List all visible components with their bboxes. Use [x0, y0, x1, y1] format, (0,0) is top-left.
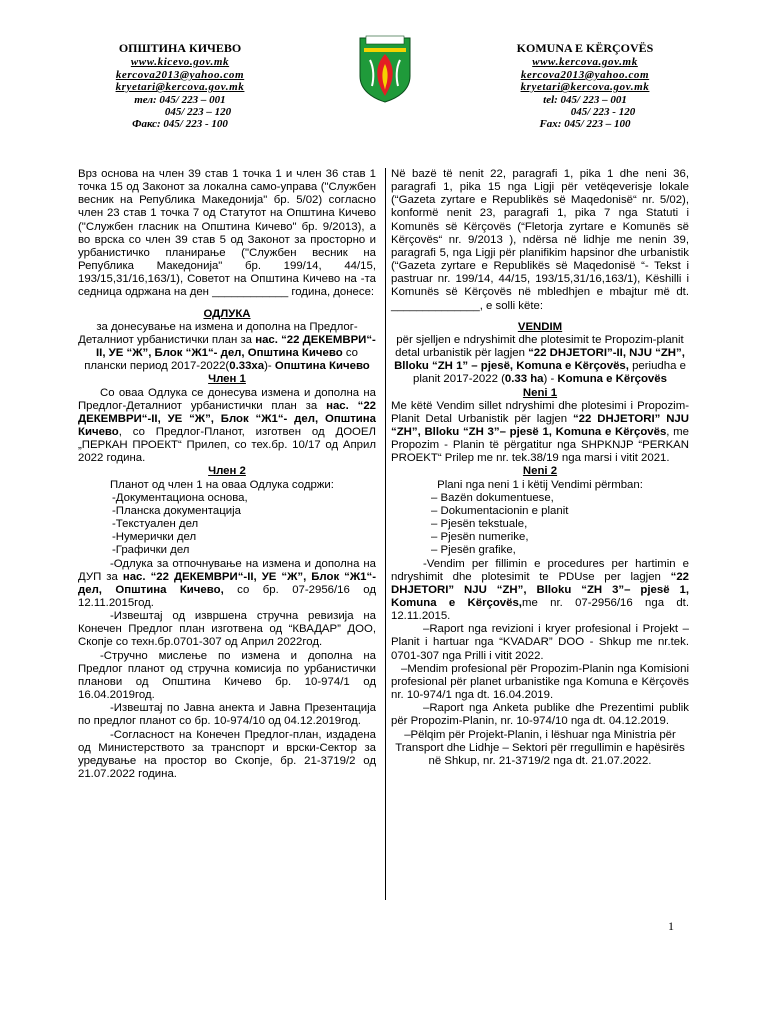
- paragraph: -Vendim per fillimin e procedures per hartimin e ndryshimit dhe plotesimit te PDUse per lagjen “22 DHJETORI” NJU “ZH”, Blloku “ZH 3”– pjesë 1, Komuna e Kërçovës,me nr. 07-2956/16 nga dt. 12.11.2015.: [391, 557, 690, 623]
- article-1-text: Со оваа Одлука се донесува измена и дополна на Предлог-Деталниот урбанистички план за нас. “22 ДЕКЕМВРИ“-II, УЕ “Ж”, Блок “Ж1“- дел, Општина Кичево, со Предлог-Планот, изготвен од ДООЕЛ „ПЕРКАН ПРОЕКТ“ Прилеп, со тех.бр. 10/17 од Април 2022 година.: [78, 386, 376, 465]
- email-link-mk[interactable]: kercova2013@yahoo.com: [115, 68, 245, 81]
- article-1-text: Me këtë Vendim sillet ndryshimi dhe plotesimi i Propozim-Planit Detal Urbanistik për lagjen “22 DHJETORI” NJU “ZH”, Blloku “ZH 3”– pjesë 1, Komuna e Kërçovës, me Propozim - Planin të përgatitur nga SHPKNJP “PERKAN PROEKT“ Prilep me nr. tek.38/19 nga marsi i vitit 2021.: [391, 399, 689, 465]
- fax-sq: Fax: 045/ 223 – 100: [539, 118, 631, 131]
- preamble: Në bazë të nenit 22, paragrafi 1, pika 1 dhe neni 36, paragrafi 1, pika 15 nga Ligji për vetëqeverisje lokale (“Gazeta zyrtare e Republikës së Maqedonisë“ nr. 5/02), konformë nenit 23, paragrafi 1, pika 7 nga Statuti i Komunës së Kërçovës (“Fletorja zyrtare e Komunës së Kërçovës“ nr. 9/2013 ), ndërsa në lidhje me nenin 39, paragrafi 5, nga Ligji për planifikim hapsinor dhe urbanistik (“Gazeta zyrtare e Republikës së Maqedonisë “- Tekst i pastruar nr. 199/14, 44/15, 193/15,31/16,163/1), Këshilli i Komunës së Kërçovës në mbledhjen e mbajtur më dt. ______________, e solli këte:: [391, 168, 689, 312]
- article-2-intro: Plani nga neni 1 i këtij Vendimi përmban:: [437, 478, 643, 491]
- article-2-title: Neni 2: [522, 465, 558, 478]
- list-item: -Графички дел: [112, 544, 190, 557]
- decision-title: VENDIM: [517, 320, 563, 333]
- list-item: – Pjesën numerike,: [431, 531, 529, 544]
- paragraph: -Одлука за отпочнување на измена и дополна на ДУП за нас. “22 ДЕКЕМВРИ“-II, УЕ “Ж”, Блок “Ж1“- дел, Општина Кичево, со бр. 07-2956/16 од 12.11.2015год.: [78, 557, 376, 609]
- header-left: [80, 42, 280, 131]
- paragraph: –Pëlqim për Projekt-Planin, i lëshuar nga Ministria për Transport dhe Lidhje – Sektori për rregullimin e hapësirës në Shkup, nr. 21-3719/2 nga dt. 21.07.2022.: [395, 728, 685, 767]
- decision-title: ОДЛУКА: [203, 307, 251, 320]
- phone-mk: тел: 045/ 223 – 001: [134, 93, 226, 106]
- header-right: [480, 42, 690, 131]
- municipality-title-sq: KOMUNA E KËRÇOVËS: [516, 41, 654, 55]
- paragraph: -Извештај од извршена стручна ревизија на Конечен Предлог план изготвена од “КВАДАР” ДОО, Скопје со техн.бр.0701-307 од Април 2022год.: [78, 610, 376, 649]
- municipality-crest-icon: [358, 34, 412, 104]
- paragraph: –Raport nga revizioni i kryer profesional i Projekt – Planit i hartuar nga “KVADAR” DOO - Shkup me nr.tek. 0701-307 nga Prilli i vitit 2022.: [391, 623, 689, 662]
- list-item: – Bazën dokumentuese,: [431, 491, 554, 504]
- phone2-mk: 045/ 223 – 120: [164, 106, 232, 119]
- list-item: -Нумерички дел: [112, 531, 197, 544]
- list-item: – Pjesën grafike,: [431, 544, 516, 557]
- column-macedonian: [78, 168, 376, 781]
- email-mayor-link-sq[interactable]: kryetari@kercova.gov.mk: [520, 81, 650, 94]
- website-link-mk[interactable]: www.kicevo.gov.mk: [130, 56, 230, 69]
- fax-mk: Факс: 045/ 223 - 100: [132, 118, 228, 131]
- article-1-title: Neni 1: [522, 386, 558, 399]
- list-item: – Dokumentacionin e planit: [431, 504, 569, 517]
- email-mayor-link-mk[interactable]: kryetari@kercova.gov.mk: [115, 81, 245, 94]
- article-2-title: Член 2: [208, 465, 246, 478]
- paragraph: -Извештај по Јавна анекта и Јавна Презентација по предлог планот со бр. 10-974/10 од 04.12.2019год.: [78, 702, 376, 728]
- column-albanian: [391, 168, 689, 768]
- paragraph: –Mendim profesional për Propozim-Planin nga Komisioni profesional për planet urbanistike nga Komuna e Kërçovës nr. 10-974/1 nga dt. 16.04.2019.: [391, 662, 689, 702]
- decision-subtitle: за донесување на измена и дополна на Предлог-Деталниот урбанистички план за нас. “22 ДЕКЕМВРИ“-II, УЕ “Ж”, Блок “Ж1“- дел, Општина Кичево со плански период 2017-2022(0.33ха)- Општина Кичево: [78, 320, 376, 373]
- phone-sq: tel: 045/ 223 – 001: [543, 93, 627, 106]
- decision-subtitle: për sjelljen e ndryshimit dhe plotesimit te Propozim-planit detal urbanistik për lagjen “22 DHJETORI”-II, NJU “ZH”, Blloku “ZH 1” – pjesë, Komuna e Kërçovës, periudha e planit 2017-2022 (0.33 ha) - Komuna e Kërçovës: [394, 333, 686, 386]
- preamble: Врз основа на член 39 став 1 точка 1 и член 36 став 1 точка 15 од Законот за локална само-управа ("Службен весник на Република Македонија" бр. 5/02) согласно член 23 став 1 точка 7 од Статутот на Општина Кичево ("Службен гласник на Општина Кичево" бр. 9/2013), а во врска со член 39 став 5 од Законот за просторно и урбанистичко планирање ("Службен весник на Република Македонија" бр. 199/14, 44/15, 193/15,31/16,163/1), Советот на Општина Кичево на -та седница одржана на ден ____________ година, донесе:: [78, 168, 376, 299]
- municipality-title-mk: ОПШТИНА КИЧЕВО: [118, 41, 242, 55]
- paragraph: –Raport nga Anketa publike dhe Prezentimi publik për Propozim-Planin, nr. 10-974/10 nga dt. 04.12.2019.: [391, 702, 689, 728]
- phone2-sq: 045/ 223 - 120: [570, 106, 636, 119]
- website-link-sq[interactable]: www.kercova.gov.mk: [532, 56, 638, 69]
- article-2-intro: Планот од член 1 на оваа Одлука содржи:: [110, 478, 334, 491]
- column-divider: [385, 168, 386, 900]
- article-1-title: Член 1: [208, 373, 246, 386]
- page-number: 1: [668, 919, 674, 933]
- paragraph: -Стручно мислење по измена и дополна на Предлог планот од стручна комисија по урбанистички планови од Општина Кичево бр. 10-974/1 од 16.04.2019год.: [78, 649, 376, 702]
- email-link-sq[interactable]: kercova2013@yahoo.com: [520, 68, 650, 81]
- list-item: -Текстуален дел: [112, 518, 199, 531]
- paragraph: -Согласност на Конечен Предлог-план, издадена од Министерството за транспорт и врски-Сектор за уредување на простор во Скопје, бр. 21-3719/2 од 21.07.2022 година.: [78, 728, 376, 781]
- list-item: -Планска документација: [112, 504, 241, 517]
- list-item: – Pjesën tekstuale,: [431, 518, 528, 531]
- list-item: -Документациона основа,: [112, 491, 248, 504]
